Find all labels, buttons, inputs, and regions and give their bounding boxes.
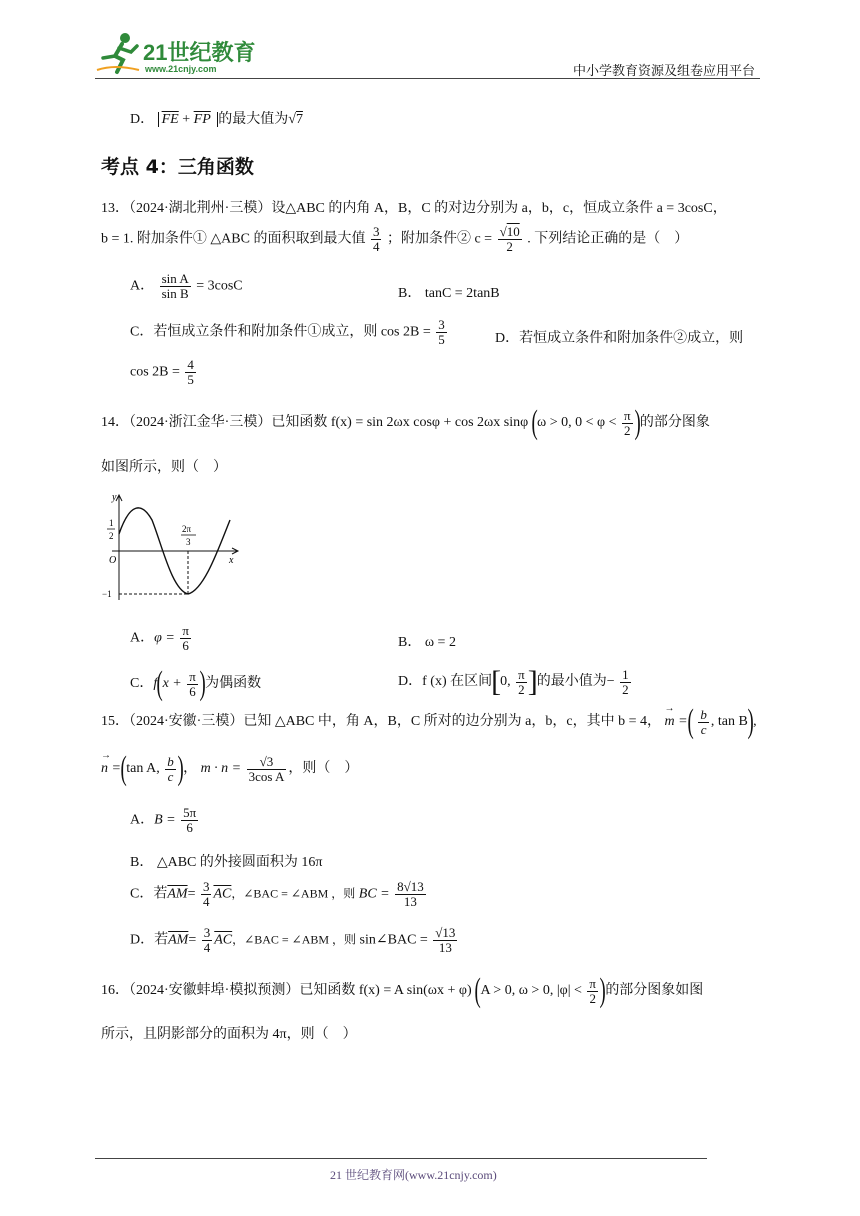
graph-x-label: x (229, 555, 234, 566)
q13-line1: 13．（2024·湖北荆州·三模）设△ABC 的内角 A，B，C 的对边分别为 a，b，c，恒成立条件 a = 3cosC， (101, 201, 727, 216)
q16-line2: 所示，且阴影部分的面积为 4π，则（ ） (101, 1027, 357, 1042)
q14-line1: 14．（2024·浙江金华·三模）已知函数 f(x) = sin 2ωx cosφ + cos 2ωx sinφ (ω > 0, 0 < φ < $\frac{\pi}{2}$ )的部分图象 (101, 404, 710, 441)
graph-y-neg1: −1 (102, 589, 112, 599)
q14-line2: 如图所示，则（ ） (101, 460, 227, 475)
q15-line2: → n =(tan A, $\frac{b}{c}$ )， m · n = $\frac{√3}{\text{3cos A}}$ ，则（ ） (101, 752, 358, 786)
q14-graph (100, 490, 250, 605)
q14-option-d: D．f (x) 在区间[0, $\frac{\pi}{2}$ ]的最小值为− $\frac{1}{2}$ (398, 665, 629, 698)
platform-name: 中小学教育资源及组卷应用平台 (573, 63, 756, 78)
graph-x-tick-num: 2π (182, 524, 192, 534)
graph-x-tick-den: 3 (186, 537, 191, 547)
graph-y-label: y (112, 492, 117, 503)
q15-line1: 15．（2024·安徽·三模）已知 △ABC 中，角 A，B，C 所对的边分别为 a，b，c，其中 b = 4， → m =( $\frac{b}{c}$ , tan B), (101, 705, 757, 739)
q13-option-d-cont: cos 2B = $\frac{4}{5}$ (130, 357, 194, 387)
q16-line1: 16．（2024·安徽蚌埠·模拟预测）已知函数 f(x) = A sin(ωx + φ) (A > 0, ω > 0, |φ| < $\frac{\pi}{2}$ )的部分图象如图 (101, 972, 704, 1009)
logo-text: 21世纪教育 (143, 40, 256, 65)
graph-y-half-den: 2 (109, 531, 114, 541)
section-title: 考点 4：三角函数 (101, 156, 254, 178)
q13-option-a: A． $\frac{\text{sin A}}{\text{sin B}}$ = 3cosC (130, 271, 243, 301)
graph-y-half-num: 1 (109, 518, 114, 528)
footer-rule (95, 1158, 707, 1159)
runner-logo-icon (95, 30, 145, 76)
q13-option-c: C．若恒成立条件和附加条件①成立，则 cos 2B = $\frac{3}{5}$ (130, 317, 445, 347)
header-rule (95, 78, 760, 79)
q14-option-b: B． ω = 2 (398, 635, 456, 650)
prev-option-d: D． $\overline{FE} + \overline{FP}$ 的最大值为√7 (130, 112, 303, 127)
q14-option-a: A．φ = $\frac{\pi}{6}$ (130, 623, 189, 653)
q13-line2: b = 1. 附加条件① △ABC 的面积取到最大值 $\frac{3}{4}$ ；附加条件② c = $\frac{√10}{2}$ . 下列结论正确的是（ ） (101, 224, 689, 254)
q15-option-a: A．B = $\frac{5\pi}{6}$ (130, 805, 197, 835)
q13-option-d: D．若恒成立条件和附加条件②成立，则 (495, 331, 744, 346)
q15-option-b: B． △ABC 的外接圆面积为 16π (130, 855, 323, 870)
graph-origin: O (109, 555, 117, 566)
q15-option-d: D．若$\overline{AM}=$ $\frac{3}{4}$ $\overline{AC}$，∠BAC = ∠ABM ，则 sin∠BAC = $\frac{√13}{13}$ (130, 925, 456, 955)
footer-text: 21 世纪教育网(www.21cnjy.com) (330, 1168, 497, 1182)
q15-option-c: C．若$\overline{AM}=$ $\frac{3}{4}$ $\overline{AC}$，∠BAC = ∠ABM ，则 BC = $\frac{8√13}{13}$ (130, 879, 424, 909)
q14-option-c: C．f(x + $\frac{\pi}{6}$ )为偶函数 (130, 665, 262, 702)
header-logo (95, 30, 260, 78)
q13-option-b: B． tanC = 2tanB (398, 286, 500, 301)
logo-url: www.21cnjy.com (145, 64, 217, 74)
